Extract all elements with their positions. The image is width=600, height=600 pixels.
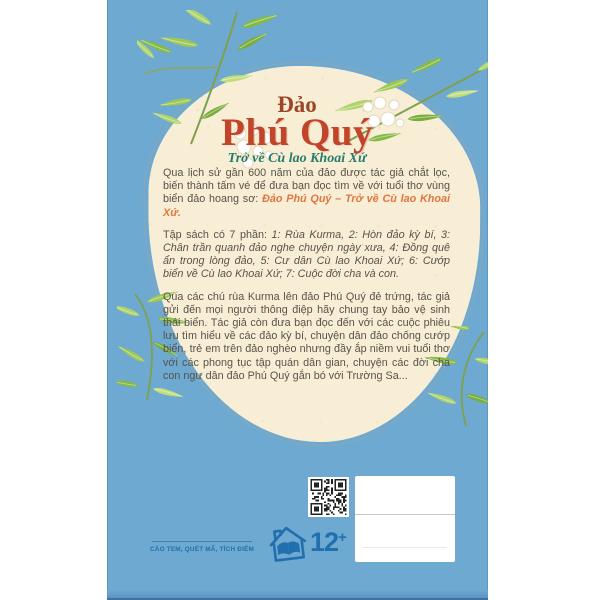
book-title-prefix: Đảo [277,92,317,117]
publisher-house-book-icon [266,523,310,566]
book-back-cover [107,0,488,600]
age-rating-plus: + [338,529,347,546]
paragraph-intro [163,167,450,220]
paragraph-contents [163,229,450,282]
barcode-box-divider [355,514,455,515]
age-rating-badge [310,527,347,558]
contents-list: 1: Rùa Kurma, 2: Hòn đảo kỳ bí, 3: Chân trần quanh đảo nghe chuyện ngày xưa, 4: Đồng quê ẩn trong lòng đảo, 5: Cư dân Cù lao Khoai Xứ; 6: Cướp biển về Cù lao Khoai Xứ; 7: Cuộc đời cha và con. [163,228,450,281]
age-rating-number: 12 [310,527,339,557]
barcode-box [355,476,455,562]
qr-code-icon [308,477,349,517]
book-title: Phú Quý [221,111,373,154]
contents-lead: Tập sách có 7 phần: [163,228,272,241]
back-cover-blurb [163,167,450,392]
barcode-box-divider-faint [363,547,447,548]
paragraph-summary: Qua các chú rùa Kurma lên đảo Phú Quý đẻ trứng, tác giả gửi đến mọi người thông điệp hãy chung tay bảo vệ sinh thái biển. Tác giả còn đưa bạn đọc đến với các cuộc phiêu lưu tìm hiểu về các đảo kỳ bí, chuyện dân đảo chống cướp biển, trẻ em trên đảo nghèo nhưng đầy ắp niềm vui tuổi thơ với các phong tục tập quán dân gian, chuyện các đời cha con ngư dân đảo Phú Quý gắn bó với Trường Sa... [163,290,450,382]
scratch-label: CÀO TEM, QUÉT MÃ, TÍCH ĐIỂM [149,546,255,553]
scratch-area-line [152,541,252,542]
intro-text: Qua lịch sử gần 600 năm của đảo được tác giả chắt lọc, biến thành tấm vé để đưa bạn đọc tìm về với tuổi thơ vùng biển đảo hoang sơ: [163,167,450,206]
book-subtitle: Trở về Cù lao Khoai Xứ [227,151,367,166]
intro-highlight: Đảo Phú Quý – Trở về Cù lao Khoai Xứ. [163,193,450,219]
cover-bottom-edge [107,590,488,600]
